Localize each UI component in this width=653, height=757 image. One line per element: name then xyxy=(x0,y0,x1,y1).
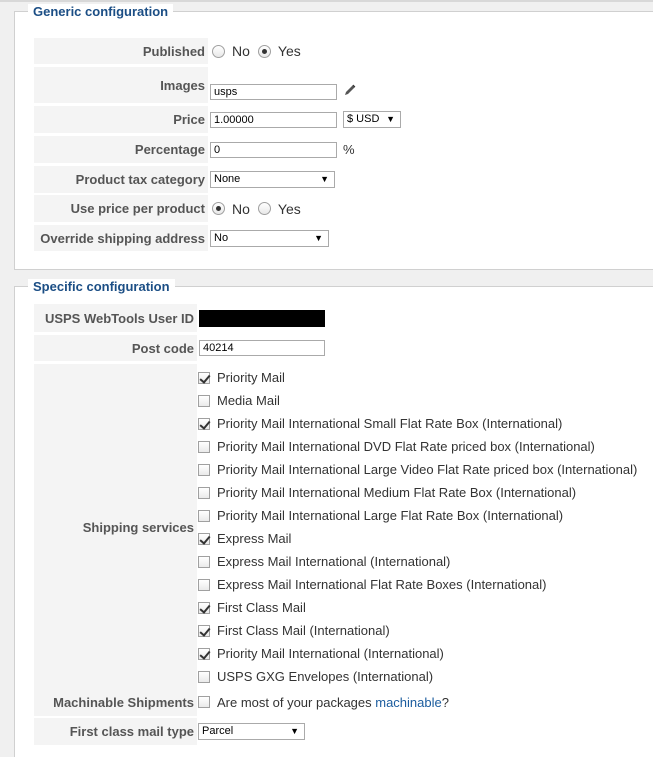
shipping-service-item[interactable] xyxy=(198,527,291,550)
tax-category-value: None xyxy=(214,173,241,185)
images-label: Images xyxy=(34,67,208,103)
specific-legend: Specific configuration xyxy=(28,279,175,294)
shipping-service-checkbox[interactable] xyxy=(198,579,210,591)
shipping-services-label: Shipping services xyxy=(34,364,197,691)
price-row xyxy=(34,106,634,133)
shipping-service-label: Priority Mail International Small Flat Rate Box (International) xyxy=(217,416,563,431)
shipping-service-label: Express Mail International (International) xyxy=(217,554,451,569)
published-no-radio[interactable] xyxy=(212,45,225,58)
shipping-service-item[interactable] xyxy=(198,481,576,504)
percentage-label: Percentage xyxy=(34,136,208,163)
percent-unit: % xyxy=(343,142,355,157)
currency-value: $ USD xyxy=(347,113,380,125)
currency-select[interactable] xyxy=(343,111,401,128)
shipping-service-checkbox[interactable] xyxy=(198,464,210,476)
pencil-icon[interactable] xyxy=(343,83,357,100)
shipping-service-checkbox[interactable] xyxy=(198,648,210,660)
shipping-service-checkbox[interactable] xyxy=(198,418,210,430)
override-address-row xyxy=(34,225,634,251)
machinable-row xyxy=(34,688,653,716)
use-price-no-radio[interactable] xyxy=(212,202,225,215)
machinable-link[interactable]: machinable xyxy=(375,694,442,710)
shipping-service-checkbox[interactable] xyxy=(198,625,210,637)
shipping-service-checkbox[interactable] xyxy=(198,602,210,614)
shipping-service-item[interactable] xyxy=(198,665,433,688)
use-price-label: Use price per product xyxy=(34,195,208,222)
shipping-services-row xyxy=(34,364,653,691)
use-price-row xyxy=(34,195,634,222)
machinable-label: Machinable Shipments xyxy=(34,688,197,716)
shipping-service-item[interactable] xyxy=(198,642,444,665)
first-class-type-value: Parcel xyxy=(202,725,234,737)
percentage-input[interactable]: 0 xyxy=(210,142,337,158)
first-class-type-label: First class mail type xyxy=(34,718,197,745)
shipping-service-item[interactable] xyxy=(198,435,595,458)
published-yes-label: Yes xyxy=(277,43,301,59)
published-label: Published xyxy=(34,38,208,64)
override-address-select[interactable] xyxy=(210,230,329,247)
percentage-row xyxy=(34,136,634,163)
post-code-label: Post code xyxy=(34,335,197,361)
shipping-service-label: Priority Mail xyxy=(217,370,285,385)
shipping-service-label: Media Mail xyxy=(217,393,280,408)
first-class-type-select[interactable] xyxy=(198,723,305,740)
shipping-service-item[interactable] xyxy=(198,596,306,619)
specific-configuration-panel xyxy=(14,279,653,757)
shipping-service-item[interactable] xyxy=(198,504,563,527)
shipping-service-label: Priority Mail International Large Video Flat Rate priced box (International) xyxy=(217,462,638,477)
shipping-service-item[interactable] xyxy=(198,573,547,596)
machinable-checkbox[interactable] xyxy=(198,696,210,708)
shipping-service-checkbox[interactable] xyxy=(198,441,210,453)
shipping-service-checkbox[interactable] xyxy=(198,510,210,522)
chevron-down-icon: ▼ xyxy=(386,114,395,124)
shipping-service-item[interactable] xyxy=(198,550,450,573)
user-id-label: USPS WebTools User ID xyxy=(34,304,197,332)
tax-category-label: Product tax category xyxy=(34,166,208,193)
generic-configuration-panel xyxy=(14,4,653,270)
images-row xyxy=(34,67,634,103)
override-address-label: Override shipping address xyxy=(34,225,208,251)
post-code-row xyxy=(34,335,634,361)
price-input[interactable]: 1.00000 xyxy=(210,112,337,128)
shipping-service-label: Priority Mail International (International) xyxy=(217,646,444,661)
shipping-service-label: Priority Mail International DVD Flat Rate priced box (International) xyxy=(217,439,595,454)
images-input[interactable]: usps xyxy=(210,84,337,100)
shipping-service-item[interactable] xyxy=(198,619,390,642)
tax-category-select[interactable] xyxy=(210,171,335,188)
shipping-service-item[interactable] xyxy=(198,389,280,412)
user-id-input-redacted[interactable] xyxy=(199,310,325,327)
post-code-input[interactable]: 40214 xyxy=(199,340,325,356)
machinable-question-mark: ? xyxy=(441,694,449,710)
shipping-service-checkbox[interactable] xyxy=(198,395,210,407)
override-address-value: No xyxy=(214,231,229,244)
shipping-service-checkbox[interactable] xyxy=(198,671,210,683)
shipping-service-label: Priority Mail International Medium Flat Rate Box (International) xyxy=(217,485,577,500)
shipping-service-item[interactable] xyxy=(198,366,285,389)
first-class-type-row xyxy=(34,718,653,745)
shipping-service-checkbox[interactable] xyxy=(198,372,210,384)
generic-legend: Generic configuration xyxy=(28,4,173,19)
use-price-yes-radio[interactable] xyxy=(258,202,271,215)
published-row xyxy=(34,38,634,64)
shipping-service-item[interactable] xyxy=(198,458,637,481)
shipping-service-label: First Class Mail (International) xyxy=(217,623,390,638)
top-divider xyxy=(0,0,653,2)
shipping-service-label: First Class Mail xyxy=(217,600,306,615)
price-label: Price xyxy=(34,106,208,133)
shipping-service-label: Priority Mail International Large Flat Rate Box (International) xyxy=(217,508,564,523)
published-yes-radio[interactable] xyxy=(258,45,271,58)
shipping-service-label: Express Mail International Flat Rate Boxes (International) xyxy=(217,577,547,592)
shipping-service-item[interactable] xyxy=(198,412,562,435)
shipping-service-checkbox[interactable] xyxy=(198,487,210,499)
chevron-down-icon: ▼ xyxy=(290,726,299,736)
chevron-down-icon: ▼ xyxy=(314,232,323,243)
shipping-service-label: USPS GXG Envelopes (International) xyxy=(217,669,434,684)
chevron-down-icon: ▼ xyxy=(320,174,329,184)
user-id-row xyxy=(34,304,634,332)
machinable-question: Are most of your packages xyxy=(217,694,376,710)
tax-category-row xyxy=(34,166,634,193)
published-no-label: No xyxy=(232,43,250,59)
shipping-service-label: Express Mail xyxy=(217,531,292,546)
use-price-no-label: No xyxy=(232,200,250,217)
shipping-service-checkbox[interactable] xyxy=(198,556,210,568)
use-price-yes-label: Yes xyxy=(277,200,301,217)
shipping-service-checkbox[interactable] xyxy=(198,533,210,545)
